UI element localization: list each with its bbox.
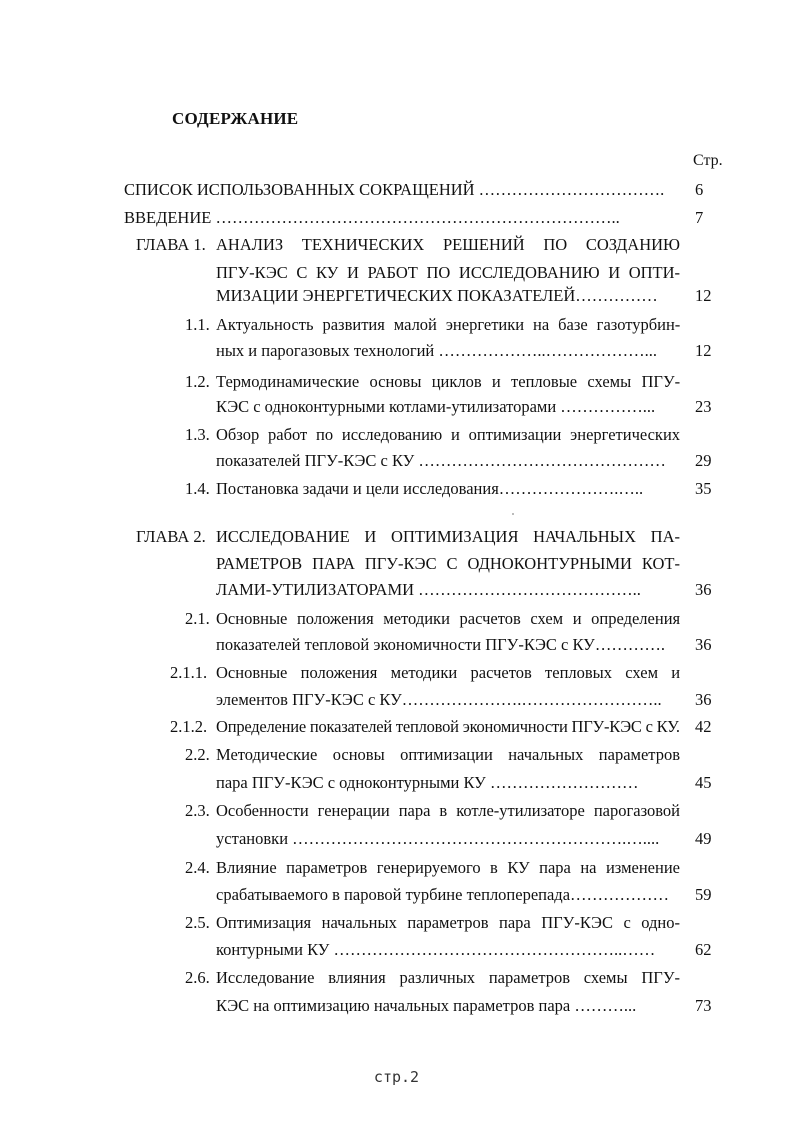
toc-entry-page-number: 36	[695, 690, 712, 709]
toc-entry-title-line: Постановка задачи и цели исследования………………….…..	[216, 479, 644, 498]
toc-entry-title-line: Обзор работ по исследованию и оптимизации энергетических	[216, 425, 680, 444]
toc-entry-title-line: ПГУ-КЭС С КУ И РАБОТ ПО ИССЛЕДОВАНИЮ И ОПТИ-	[216, 263, 680, 282]
page-title: СОДЕРЖАНИЕ	[172, 109, 299, 128]
toc-entry-title-line: КЭС с одноконтурными котлами-утилизаторами ……………...	[216, 397, 656, 416]
toc-entry-title-line: Актуальность развития малой энергетики на базе газотурбин-	[216, 315, 680, 334]
toc-entry-page-number: 62	[695, 940, 712, 959]
toc-entry-page-number: 12	[695, 286, 712, 305]
toc-entry-title-line: Термодинамические основы циклов и тепловые схемы ПГУ-	[216, 372, 680, 391]
toc-entry-title-line: АНАЛИЗ ТЕХНИЧЕСКИХ РЕШЕНИЙ ПО СОЗДАНИЮ	[216, 235, 680, 254]
toc-entry-page-number: 45	[695, 773, 712, 792]
toc-entry-title-line: ВВЕДЕНИЕ ………………………………………………………………..	[124, 208, 620, 227]
toc-entry-title-line: СПИСОК ИСПОЛЬЗОВАННЫХ СОКРАЩЕНИЙ …………………………….	[124, 180, 665, 199]
toc-entry-title-line: КЭС на оптимизацию начальных параметров пара ………...	[216, 996, 637, 1015]
toc-entry-page-number: 36	[695, 635, 712, 654]
toc-entry-number: 1.2.	[185, 372, 210, 391]
toc-entry-title-line: Определение показателей тепловой экономичности ПГУ-КЭС с КУ.	[216, 717, 680, 736]
toc-entry-title-line: показателей тепловой экономичности ПГУ-КЭС с КУ………….	[216, 635, 665, 654]
toc-entry-title-line: срабатываемого в паровой турбине теплоперепада………………	[216, 885, 670, 904]
toc-entry-title-line: показателей ПГУ-КЭС с КУ ………………………………………	[216, 451, 666, 470]
toc-entry-number: 1.1.	[185, 315, 210, 334]
toc-entry-title-line: Влияние параметров генерируемого в КУ пара на изменение	[216, 858, 680, 877]
toc-entry-page-number: 35	[695, 479, 712, 498]
toc-entry-title-line: Основные положения методики расчетов схем и определения	[216, 609, 680, 628]
toc-entry-title-line: ИССЛЕДОВАНИЕ И ОПТИМИЗАЦИЯ НАЧАЛЬНЫХ ПА-	[216, 527, 680, 546]
toc-entry-title-line: контурными КУ ……………………………………………..……	[216, 940, 656, 959]
toc-entry-page-number: 23	[695, 397, 712, 416]
toc-entry-page-number: 7	[695, 208, 704, 227]
page-footer: стр.2	[373, 1068, 420, 1086]
toc-entry-title-line: элементов ПГУ-КЭС с КУ………………….……………………..	[216, 690, 662, 709]
toc-entry-page-number: 59	[695, 885, 712, 904]
toc-entry-title-line: Оптимизация начальных параметров пара ПГУ-КЭС с одно-	[216, 913, 680, 932]
toc-entry-number: 2.3.	[185, 801, 210, 820]
toc-entry-number: 1.4.	[185, 479, 210, 498]
toc-entry-title-line: Методические основы оптимизации начальных параметров	[216, 745, 680, 764]
toc-entry-title-line: Исследование влияния различных параметров схемы ПГУ-	[216, 968, 680, 987]
toc-entry-title-line: РАМЕТРОВ ПАРА ПГУ-КЭС С ОДНОКОНТУРНЫМИ КОТ-	[216, 554, 680, 573]
toc-entry-number: 2.2.	[185, 745, 210, 764]
page-column-caption: Стр.	[693, 152, 723, 169]
toc-entry-title-line: установки …………………………………………………….…....	[216, 829, 660, 848]
toc-entry-number: 2.4.	[185, 858, 210, 877]
toc-entry-title-line: МИЗАЦИИ ЭНЕРГЕТИЧЕСКИХ ПОКАЗАТЕЛЕЙ……………	[216, 286, 658, 305]
toc-entry-page-number: 12	[695, 341, 712, 360]
toc-entry-number: ГЛАВА 1.	[136, 235, 206, 254]
toc-entry-page-number: 36	[695, 580, 712, 599]
toc-entry-number: 2.1.1.	[170, 663, 208, 682]
toc-entry-title-line: ЛАМИ-УТИЛИЗАТОРАМИ …………………………………..	[216, 580, 641, 599]
toc-entry-title-line: Особенности генерации пара в котле-утилизаторе парогазовой	[216, 801, 680, 820]
toc-entry-number: 2.1.	[185, 609, 210, 628]
toc-entry-title-line: ных и парогазовых технологий ………………..………………...	[216, 341, 658, 360]
toc-entry-page-number: 29	[695, 451, 712, 470]
toc-entry-number: 2.1.2.	[170, 717, 208, 736]
toc-entry-number: 2.5.	[185, 913, 210, 932]
scan-speck	[512, 513, 514, 515]
toc-entry-title-line: пара ПГУ-КЭС с одноконтурными КУ ………………………	[216, 773, 639, 792]
toc-entry-number: 2.6.	[185, 968, 210, 987]
toc-entry-page-number: 6	[695, 180, 704, 199]
toc-entry-page-number: 73	[695, 996, 712, 1015]
toc-entry-title-line: Основные положения методики расчетов тепловых схем и	[216, 663, 680, 682]
toc-entry-number: 1.3.	[185, 425, 210, 444]
toc-entry-page-number: 42	[695, 717, 712, 736]
toc-entry-page-number: 49	[695, 829, 712, 848]
toc-entry-number: ГЛАВА 2.	[136, 527, 206, 546]
